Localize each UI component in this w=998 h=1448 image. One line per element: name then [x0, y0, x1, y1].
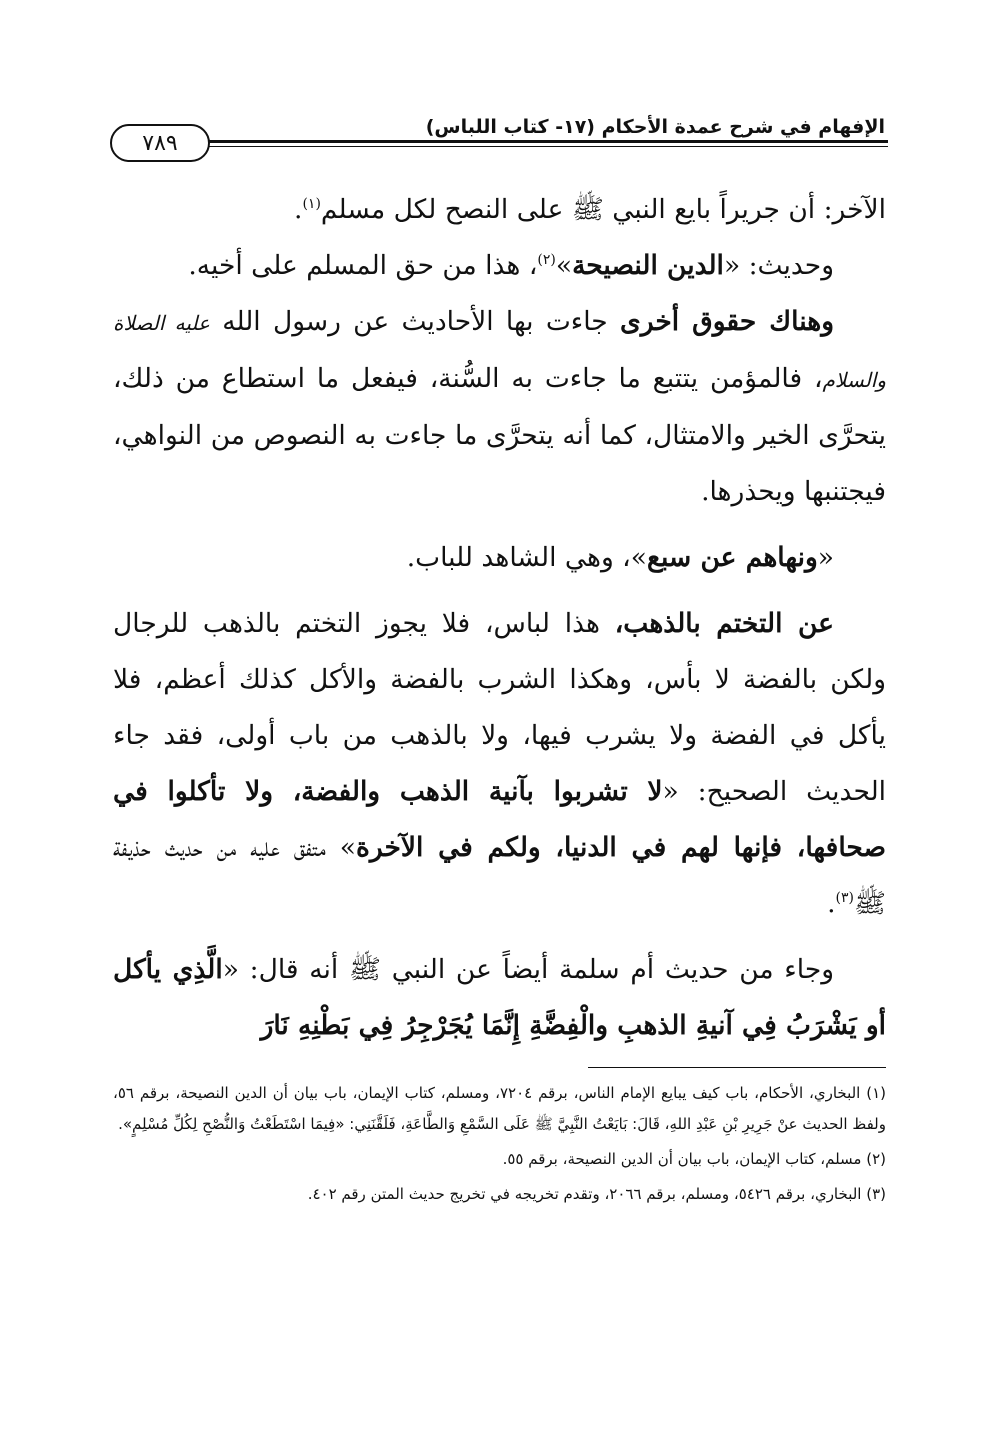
footnotes: [113, 1078, 886, 1210]
running-header-title: الإفهام في شرح عمدة الأحكام (١٧- كتاب اللباس): [425, 116, 885, 138]
footnote-separator: [588, 1067, 886, 1068]
p6-text: وجاء من حديث أم سلمة أيضاً عن النبي ﷺ أنه قال: «: [222, 954, 835, 985]
p3-bold: وهناك حقوق أخرى: [619, 306, 834, 337]
footnote-1: (١) البخاري، الأحكام، باب كيف يبايع الإمام الناس، برقم ٧٢٠٤، ومسلم، كتاب الإيمان، باب بيان أن الدين النصيحة، برقم ٥٦، ولفظ الحديث عنْ جَرِيرِ بْنِ عَبْدِ اللهِ، قَالَ: بَايَعْتُ النَّبِيَّ ﷺ عَلَى السَّمْعِ وَالطَّاعَةِ، فَلَقَّنَنِي: «فِيمَا اسْتَطَعْتُ وَالنُّصْحِ لِكُلِّ مُسْلِمٍ».: [113, 1084, 887, 1133]
footnote-ref-1: (١): [302, 196, 321, 213]
p2-bold: الدين النصيحة: [572, 250, 724, 281]
paragraph-3: [113, 294, 886, 520]
p6-bold: الَّذِي يأكل أو يَشْرَبُ فِي آنيةِ الذهبِ والْفِضَّةِ إِنَّمَا يُجَرْجِرُ فِي بَطْنِهِ نَارَ: [113, 954, 886, 1041]
p2-lead: وحديث: «: [723, 250, 834, 281]
footnote-ref-2: (٢): [537, 252, 556, 269]
p1-end: .: [294, 194, 303, 225]
header-rule-thick: [208, 140, 888, 143]
footnote-2: (٢) مسلم، كتاب الإيمان، باب بيان أن الدين النصيحة، برقم ٥٥.: [502, 1150, 886, 1168]
p4-bold: ونهاهم عن سبع: [646, 542, 818, 573]
paragraph-4: [113, 530, 886, 586]
p5-end: .: [827, 888, 836, 919]
page-header: [0, 0, 998, 190]
header-rule-thin: [208, 146, 888, 147]
main-text: [113, 182, 886, 1054]
p5-bold1: عن التختم بالذهب،: [614, 608, 834, 639]
paragraph-5: [113, 596, 886, 932]
p4-open: «: [817, 542, 834, 573]
paragraph-6: [113, 942, 886, 1054]
page-number-badge: [110, 124, 210, 162]
p3-text2: ، فالمؤمن يتتبع ما جاءت به السُّنة، فيفعل ما استطاع من ذلك، يتحرَّى الخير والامتثال، كما أنه يتحرَّى ما جاءت به النصوص من النواهي، فيجتنبها ويحذرها.: [113, 363, 886, 507]
footnote-ref-3: (٣): [835, 890, 854, 907]
p3-text1: جاءت بها الأحاديث عن رسول الله: [209, 306, 620, 337]
p5-text1: هذا لباس، فلا يجوز التختم بالذهب للرجال ولكن بالفضة لا بأس، وهكذا الشرب بالفضة والأكل كذلك أعظم، فلا يأكل في الفضة ولا يشرب فيها، ولا بالذهب من باب أولى، فقد جاء الحديث الصحيح: «: [113, 608, 887, 807]
p3-honorific: عليه الصلاة والسلام: [113, 311, 886, 392]
p2-text: ، هذا من حق المسلم على أخيه.: [188, 250, 538, 281]
footnote-3: (٣) البخاري، برقم ٥٤٢٦، ومسلم، برقم ٢٠٦٦، وتقدم تخريجه في تخريج حديث المتن رقم ٤٠٢.: [307, 1185, 886, 1203]
p2-close: »: [555, 250, 573, 281]
paragraph-1: [113, 182, 886, 238]
p1-text: الآخر: أن جريراً بايع النبي ﷺ على النصح لكل مسلم: [320, 194, 886, 225]
p5-text2: » متفق عليه من حديث حذيفة ﷺ: [113, 832, 886, 919]
paragraph-2: [113, 238, 886, 294]
page-number: ٧٨٩: [142, 130, 178, 156]
p5-bold2: لا تشربوا بآنية الذهب والفضة، ولا تأكلوا في صحافها، فإنها لهم في الدنيا، ولكم في الآخرة: [113, 776, 886, 863]
p4-text: »، وهي الشاهد للباب.: [406, 542, 647, 573]
